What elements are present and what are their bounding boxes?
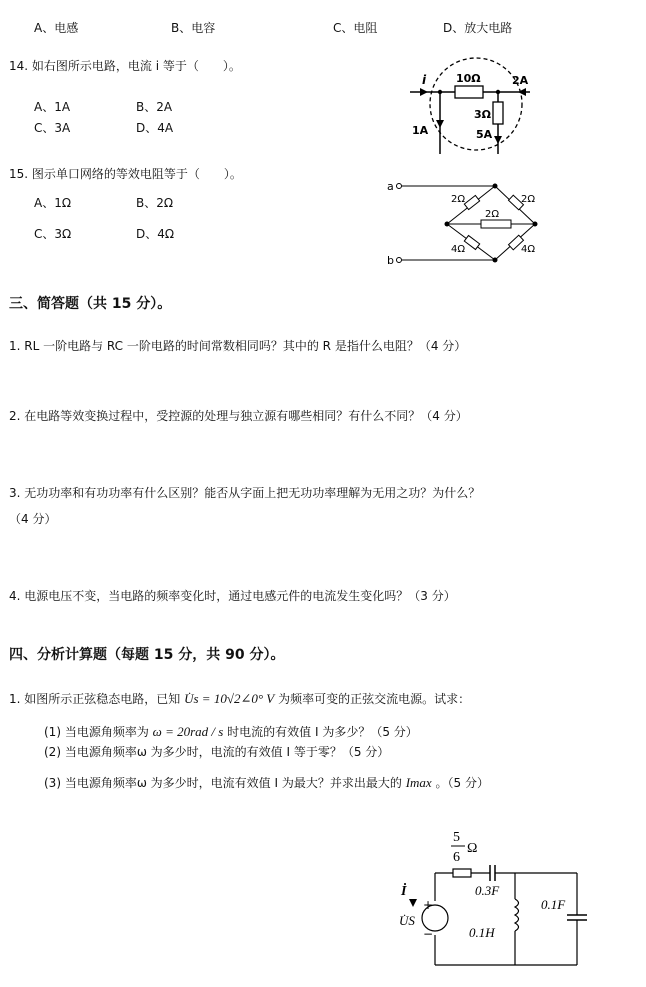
fig4-c1: 0.3F (475, 883, 500, 898)
fig4-current: İ (401, 884, 407, 899)
q14-label-1a: 1A (412, 124, 429, 137)
q14-label-5a: 5A (476, 128, 493, 141)
section4-q1-prefix: 1. 如图所示正弦稳态电路，已知 (9, 692, 181, 706)
q13-option-d: D、放大电路 (443, 21, 513, 35)
q15-r-bot-left: 4Ω (451, 244, 466, 255)
section4-circuit-figure (395, 825, 595, 975)
q15-option-c: C、3Ω (34, 227, 72, 241)
q14-circuit-figure (400, 62, 540, 162)
section4-sub1-prefix: (1) 当电源角频率为 (44, 725, 149, 739)
fig4-c2: 0.1F (541, 897, 566, 912)
q15-terminal-a: a (387, 180, 394, 193)
q15-option-b: B、2Ω (136, 196, 174, 210)
section3-q4: 4. 电源电压不变，当电路的频率变化时，通过电感元件的电流发生变化吗？（3 分） (9, 589, 456, 603)
fig4-source: U̇S (399, 913, 415, 928)
q14-option-c: C、3A (34, 121, 71, 135)
q15-r-top-left: 2Ω (451, 194, 466, 205)
section3-q1: 1. RL 一阶电路与 RC 一阶电路的时间常数相同吗？其中的 R 是指什么电阻？（4 分） (9, 339, 467, 353)
fig4-l: 0.1H (469, 925, 495, 940)
q14-label-10ohm: 10Ω (456, 72, 481, 85)
q14-option-d: D、4A (136, 121, 174, 135)
section4-sub3-formula: Imax (405, 775, 432, 790)
fig4-r-unit: Ω (467, 841, 478, 856)
section3-q3-line1: 3. 无功功率和有功功率有什么区别？能否从字面上把无功功率理解为无用之功？为什么？ (9, 486, 481, 500)
q15-terminal-b: b (387, 254, 394, 267)
section4-sub2: (2) 当电源角频率ω 为多少时，电流的有效值 I 等于零？（5 分） (44, 745, 390, 759)
fig4-plus: + (423, 898, 434, 912)
q13-option-c: C、电阻 (333, 21, 378, 35)
q13-option-a: A、电感 (34, 21, 79, 35)
section4-sub1 (44, 725, 418, 738)
q14-option-b: B、2A (136, 100, 173, 114)
fig4-r-den: 6 (453, 850, 460, 865)
q15-stem: 15. 图示单口网络的等效电阻等于（ ）。 (9, 167, 242, 181)
q14-label-2a: 2A (512, 74, 529, 87)
section4-sub3-prefix: (3) 当电源角频率ω 为多少时，电流有效值 I 为最大？并求出最大的 (44, 776, 402, 790)
q15-r-top-right: 2Ω (521, 194, 536, 205)
q15-option-d: D、4Ω (136, 227, 175, 241)
q13-option-b: B、电容 (171, 21, 216, 35)
section4-q1-formula: U̇s = 10√2∠0° V (184, 691, 275, 706)
q14-stem: 14. 如右图所示电路，电流 i 等于（ ）。 (9, 59, 241, 73)
q14-label-3ohm: 3Ω (474, 108, 492, 121)
section3-title: 三、简答题（共 15 分）。 (9, 296, 172, 312)
section4-title: 四、分析计算题（每题 15 分，共 90 分）。 (9, 647, 285, 663)
q14-label-i: i (422, 73, 427, 87)
q15-r-mid: 2Ω (485, 209, 500, 220)
section4-sub3-suffix: 。（5 分） (435, 776, 489, 790)
q14-option-a: A、1A (34, 100, 71, 114)
q15-network-figure (385, 176, 545, 268)
q15-option-a: A、1Ω (34, 196, 72, 210)
section4-sub1-formula: ω = 20rad / s (152, 724, 224, 739)
section4-q1 (9, 692, 470, 705)
section4-q1-suffix: 为频率可变的正弦交流电源。试求： (278, 692, 471, 706)
section3-q3-line2: （4 分） (9, 512, 57, 526)
section4-sub1-suffix: 时电流的有效值 I 为多少？（5 分） (227, 725, 418, 739)
section4-sub3 (44, 776, 489, 789)
q15-r-bot-right: 4Ω (521, 244, 536, 255)
fig4-minus: − (423, 927, 434, 941)
fig4-r-num: 5 (453, 830, 460, 845)
section3-q2: 2. 在电路等效变换过程中，受控源的处理与独立源有哪些相同？有什么不同？（4 分） (9, 409, 468, 423)
